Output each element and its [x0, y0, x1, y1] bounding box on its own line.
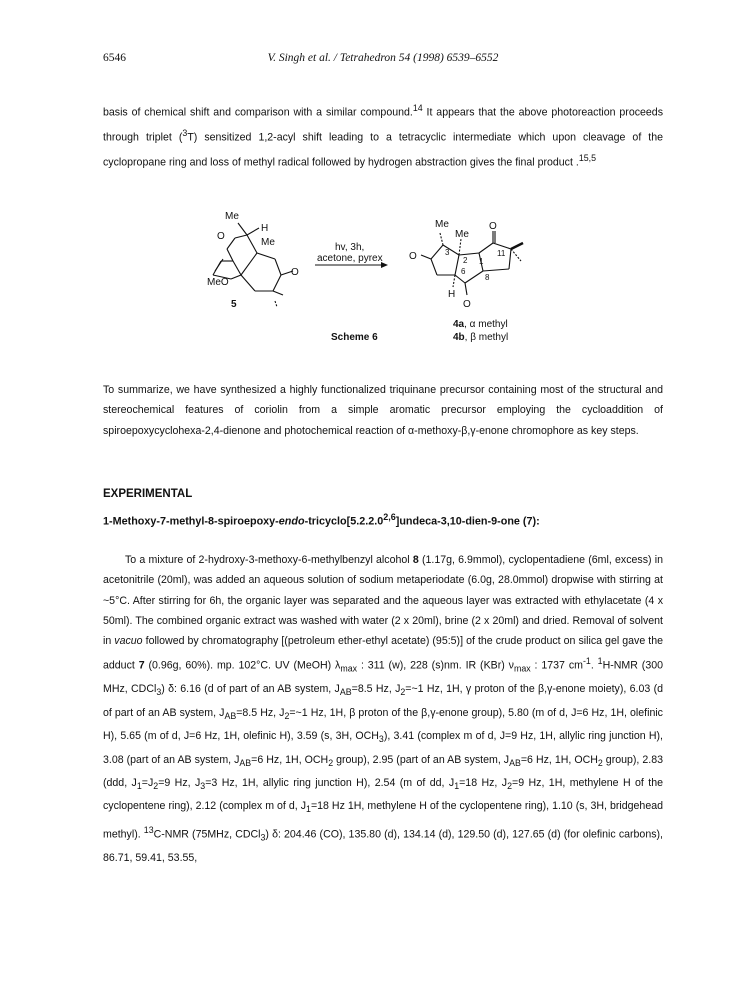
product-structure [421, 231, 523, 295]
text-segment: =18 Hz 1H, methylene H of the cyclopentene ring), 1.10 (s, 3H, bridgehead methyl). [103, 800, 663, 841]
scheme-6-figure [195, 203, 595, 343]
text-segment: T) sensitized 1,2-acyl shift leading to a tetracyclic intermediate which upon cleavage of the cyclopropane ring and loss of methyl radical followed by hydrogen abstraction gives the final product . [103, 131, 663, 169]
text-segment: =18 Hz, J [459, 777, 508, 790]
subscript: 3 [156, 687, 162, 698]
section-heading-experimental: EXPERIMENTAL [103, 488, 193, 500]
reactant-compound-number: 5 [231, 299, 237, 310]
text-segment: =6 Hz, 1H, OCH [251, 753, 329, 766]
product-o-left-label: O [409, 251, 417, 262]
text-segment: =6 Hz, 1H, OCH [520, 753, 598, 766]
text-segment: =~1 Hz, 1H, β proton of the β,γ-enone group), 5.80 (m of d, J=6 Hz, 1H, olefinic H), 5.65 (m of d, J=6 Hz, 1H, olefinic H), 3.59 (s, 3H, OCH [103, 706, 663, 743]
running-header [103, 52, 663, 68]
superscript: 13 [143, 824, 154, 835]
text-segment: To a mixture of 2-hydroxy-3-methoxy-6-methylbenzyl alcohol [125, 554, 413, 566]
compound-number: 8 [412, 554, 419, 566]
page-number: 6546 [103, 52, 126, 64]
paragraph-procedure [103, 550, 663, 868]
compound-number: 7 [138, 660, 145, 673]
subscript: 2 [400, 687, 406, 698]
subscript: 1 [136, 781, 142, 792]
scheme-drawing [195, 203, 595, 343]
subscript: AB [224, 710, 237, 721]
arrow-conditions-line1: hv, 3h, [335, 242, 365, 253]
paragraph-mechanism [103, 98, 663, 172]
subscript: max [340, 664, 358, 675]
scheme-caption: Scheme 6 [331, 332, 378, 343]
product-4b-description: , β methyl [464, 332, 509, 343]
text-segment: =8.5 Hz, J [351, 683, 401, 696]
text-segment: =3 Hz, 1H, allylic ring junction H), 2.54 (m of dd, J [205, 777, 455, 790]
product-position-1: 1 [479, 257, 484, 266]
text-segment: =8.5 Hz, J [236, 706, 285, 719]
text-segment: It appears that the above photoreaction proceeds through triplet ( [103, 106, 663, 144]
product-4a-description: , α methyl [464, 319, 508, 330]
product-4b-label [453, 332, 508, 343]
title-segment: ]undeca-3,10-dien-9-one (7): [395, 515, 540, 528]
text-segment: C-NMR (75MHz, CDCl [153, 828, 261, 841]
subscript: AB [509, 757, 521, 768]
text-segment: : 1737 cm [530, 660, 583, 673]
text-segment: To summarize, we have synthesized a highly functionalized triquinane precursor containing most of the structural and stereochemical features of coriolin from a simple aromatic precursor employing the cycloaddition of spiroepoxycyclohexa-2,4-dienone and photochemical reaction of α-methoxy-β,γ-enone chromophore as key steps. [103, 384, 663, 437]
text-segment: ) δ: 204.46 (CO), 135.80 (d), 134.14 (d), 129.50 (d), 127.65 (d) (for olefinic carbons), 86.71, 59.41, 53.55, [103, 828, 663, 864]
text-segment: group), 2.95 (part of an AB system, J [333, 753, 510, 766]
reactant-me-top-label: Me [225, 211, 239, 222]
subscript: 3 [378, 734, 384, 745]
reactant-h-label: H [261, 223, 269, 234]
reactant-meo-label: MeO [207, 277, 229, 288]
subscript: 1 [454, 781, 460, 792]
subscript: 3 [260, 832, 266, 843]
text-segment: =~1 Hz, 1H, γ proton of the β,γ-enone moiety), 6.03 (d of part of an AB system, J [103, 683, 663, 719]
product-me-b-label: Me [455, 229, 469, 240]
text-segment: ) δ: 6.16 (d of part of an AB system, J [161, 683, 340, 696]
text-segment: =9 Hz, J [158, 777, 201, 790]
subscript: 1 [306, 804, 311, 815]
text-segment: (0.96g, 60%). mp. 102°C. UV (MeOH) λ [144, 660, 341, 673]
superscript: -1 [582, 656, 591, 667]
italic-term: vacuo [114, 635, 143, 648]
text-segment: : 311 (w), 228 (s)nm. IR (KBr) ν [357, 660, 514, 673]
subscript: 2 [597, 757, 603, 768]
running-head-citation: V. Singh et al. / Tetrahedron 54 (1998) 6539–6552 [267, 52, 499, 64]
title-italic: endo [278, 515, 305, 528]
product-4a-label [453, 319, 508, 330]
product-me-a-label: Me [435, 219, 449, 230]
text-segment: ), 3.41 (complex m of d, J=9 Hz, 1H, allylic ring junction H), 3.08 (part of an AB system, J [103, 730, 663, 766]
reactant-ketone-o-label: O [291, 267, 299, 278]
superscript: 1 [597, 656, 603, 667]
reference-superscript: 14 [412, 103, 423, 113]
product-4b-number: 4b [453, 332, 465, 343]
superscript: 3 [182, 127, 188, 138]
text-segment: followed by chromatography [(petroleum ether-ethyl acetate) (95:5)] of the crude product on silica gel gave the adduct [103, 635, 663, 673]
subscript: 2 [284, 710, 290, 721]
title-superscript: 2,6 [383, 512, 396, 522]
product-position-11: 11 [497, 249, 506, 258]
text-segment: . [590, 660, 598, 673]
subscript: AB [339, 687, 352, 698]
text-segment: (1.17g, 6.9mmol), cyclopentadiene (6ml, excess) in acetonitrile (20ml), was added an aqueous solution of sodium metaperiodate (6.0g, 28.0mmol) dropwise with stirring at ~5°C. After stirring for 6h, the organic layer was separated and the aqueous layer was extracted with ethylacetate (4 x 50ml). The combined organic extract was washed with water (2 x 20ml), brine (2 x 20ml) and dried. Removal of solvent in [103, 554, 663, 648]
arrow-conditions-line2: acetone, pyrex [317, 253, 383, 264]
subscript: AB [239, 757, 252, 768]
product-4a-number: 4a [453, 319, 465, 330]
text-segment: =J [141, 777, 154, 790]
text-segment: basis of chemical shift and comparison with a similar compound. [103, 106, 413, 119]
paragraph-summary [103, 380, 663, 441]
compound-title [103, 512, 540, 528]
reference-superscript: 15,5 [578, 152, 596, 163]
subscript: 3 [200, 781, 206, 792]
subscript: 2 [153, 781, 159, 792]
product-position-8: 8 [485, 273, 490, 282]
text-segment: H-NMR (300 MHz, CDCl [103, 660, 663, 696]
reactant-oxygen-label: O [217, 231, 225, 242]
product-h-label: H [448, 289, 456, 300]
subscript: 2 [328, 757, 334, 768]
reactant-me-right-label: Me [261, 237, 275, 248]
product-position-6: 6 [461, 267, 466, 276]
subscript: 2 [507, 781, 513, 792]
reactant-structure [213, 223, 293, 307]
subscript: max [513, 664, 531, 675]
product-position-3: 3 [445, 248, 450, 257]
title-segment: -tricyclo[5.2.2.0 [304, 515, 384, 528]
text-segment: =9 Hz, 1H, methylene H of the cyclopentene ring), 2.12 (complex m of d, J [103, 777, 664, 813]
product-o-bottom-label: O [463, 299, 471, 310]
product-o-top-label: O [489, 221, 497, 232]
text-segment: group), 2.83 (ddd, J [103, 753, 663, 790]
product-position-2: 2 [463, 256, 468, 265]
title-segment: 1-Methoxy-7-methyl-8-spiroepoxy- [103, 515, 279, 528]
